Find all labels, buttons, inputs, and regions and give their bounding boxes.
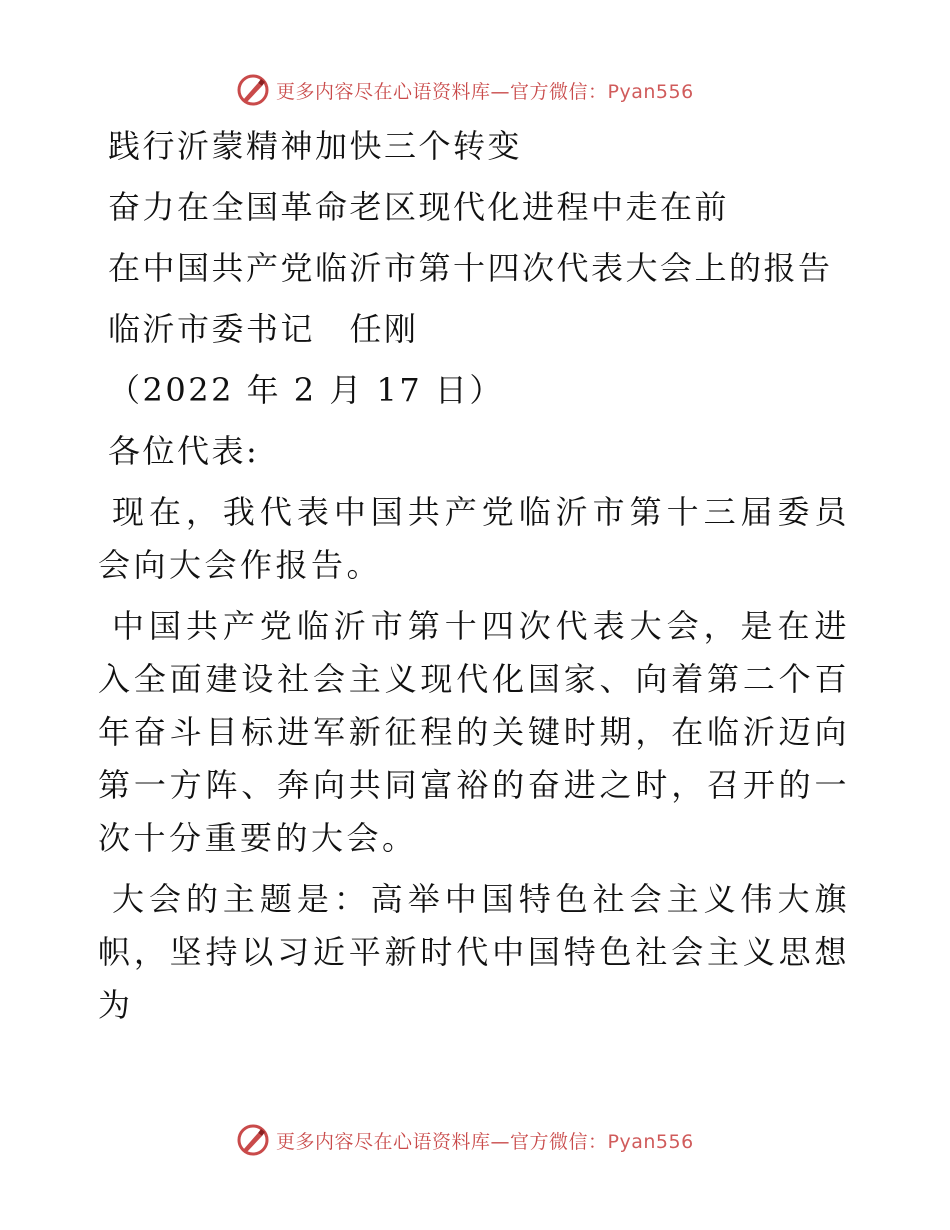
footer-watermark-banner (236, 1120, 694, 1160)
banner-separator: — (490, 80, 511, 103)
paragraph-2: 中国共产党临沂市第十四次代表大会，是在进入全面建设社会主义现代化国家、向着第二个百年奋斗目标进军新征程的关键时期，在临沂迈向第一方阵、奔向共同富裕的奋进之时，召开的一次十分重要的大会。 (98, 607, 850, 857)
doc-title: 践行沂蒙精神加快三个转变 (108, 127, 523, 165)
doc-occasion: 在中国共产党临沂市第十四次代表大会上的报告 (108, 249, 833, 287)
pen-logo-icon (236, 73, 270, 107)
document-body (98, 120, 858, 1036)
banner-wechat-id: Pyan556 (607, 80, 694, 103)
banner-wechat-label: 官方微信： (510, 80, 608, 103)
doc-date: （2022 年 2 月 17 日） (108, 371, 504, 409)
paragraph-1: 现在，我代表中国共产党临沂市第十三届委员会向大会作报告。 (98, 493, 850, 584)
paragraph-3: 大会的主题是：高举中国特色社会主义伟大旗帜，坚持以习近平新时代中国特色社会主义思想为 (98, 880, 850, 1024)
banner-text (276, 1127, 694, 1154)
banner-text (276, 77, 694, 104)
pen-logo-icon (236, 1123, 270, 1157)
doc-salutation: 各位代表: (108, 432, 260, 470)
banner-wechat-label: 官方微信： (510, 1130, 608, 1153)
header-watermark-banner (236, 70, 694, 110)
doc-subtitle: 奋力在全国革命老区现代化进程中走在前 (108, 188, 730, 226)
banner-main-text: 更多内容尽在心语资料库 (276, 1130, 491, 1153)
doc-author: 临沂市委书记 任刚 (108, 310, 419, 348)
banner-separator: — (490, 1130, 511, 1153)
banner-main-text: 更多内容尽在心语资料库 (276, 80, 491, 103)
banner-wechat-id: Pyan556 (607, 1130, 694, 1153)
